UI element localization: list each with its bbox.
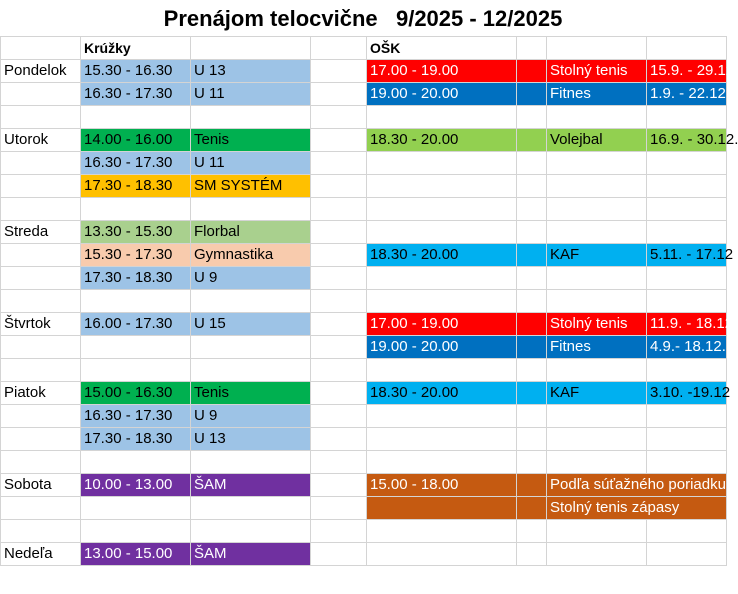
spacer-row: [1, 359, 727, 382]
cell: [1, 37, 81, 60]
table-row: [1, 267, 727, 290]
osk-name: Stolný tenis: [547, 313, 647, 336]
kruzky-time: 16.30 - 17.30: [81, 152, 191, 175]
cell: [1, 152, 81, 175]
spacer-row: [1, 198, 727, 221]
cell: [517, 60, 547, 83]
osk-time: 18.30 - 20.00: [367, 129, 517, 152]
osk-period: 3.10. -19.12: [647, 382, 727, 405]
osk-time: 17.00 - 19.00: [367, 60, 517, 83]
cell: [1, 175, 81, 198]
cell: [311, 497, 367, 520]
page-title: Prenájom telocvične 9/2025 - 12/2025: [163, 6, 563, 31]
kruzky-name: U 9: [191, 267, 311, 290]
kruzky-name: Tenis: [191, 382, 311, 405]
kruzky-time: 17.30 - 18.30: [81, 267, 191, 290]
osk-time: 19.00 - 20.00: [367, 83, 517, 106]
osk-time: 18.30 - 20.00: [367, 244, 517, 267]
spacer-row: [1, 290, 727, 313]
cell: [517, 336, 547, 359]
cell: [367, 497, 517, 520]
osk-time: 17.00 - 19.00: [367, 313, 517, 336]
table-row: [1, 129, 727, 152]
kruzky-time: 13.30 - 15.30: [81, 221, 191, 244]
osk-period: 5.11. - 17.12: [647, 244, 727, 267]
cell: [311, 382, 367, 405]
cell: [311, 83, 367, 106]
table-row: [1, 336, 727, 359]
table-row: [1, 175, 727, 198]
kruzky-name: Gymnastika: [191, 244, 311, 267]
day-label: Sobota: [1, 474, 81, 497]
kruzky-name: U 15: [191, 313, 311, 336]
cell: [1, 405, 81, 428]
cell: [311, 37, 367, 60]
spacer-row: [1, 451, 727, 474]
cell: [517, 382, 547, 405]
day-label: Streda: [1, 221, 81, 244]
kruzky-name: ŠAM: [191, 474, 311, 497]
table-row: [1, 474, 727, 497]
kruzky-time: 14.00 - 16.00: [81, 129, 191, 152]
cell: [547, 37, 647, 60]
kruzky-time: 17.30 - 18.30: [81, 428, 191, 451]
cell: [1, 83, 81, 106]
table-row: [1, 382, 727, 405]
cell: [517, 37, 547, 60]
kruzky-name: Florbal: [191, 221, 311, 244]
kruzky-name: SM SYSTÉM: [191, 175, 311, 198]
osk-period: 4.9.- 18.12.: [647, 336, 727, 359]
header-osk: OŠK: [367, 37, 517, 60]
cell: [517, 313, 547, 336]
kruzky-time: 16.00 - 17.30: [81, 313, 191, 336]
table-row: [1, 221, 727, 244]
cell: [517, 129, 547, 152]
cell: [81, 497, 191, 520]
kruzky-time: 16.30 - 17.30: [81, 405, 191, 428]
kruzky-time: 17.30 - 18.30: [81, 175, 191, 198]
osk-period: 16.9. - 30.12.: [647, 129, 727, 152]
table-row: [1, 405, 727, 428]
cell: [517, 83, 547, 106]
kruzky-name: Tenis: [191, 129, 311, 152]
table-row: [1, 60, 727, 83]
osk-time: 19.00 - 20.00: [367, 336, 517, 359]
osk-name: Fitnes: [547, 336, 647, 359]
cell: [311, 244, 367, 267]
kruzky-time: 15.30 - 16.30: [81, 60, 191, 83]
table-row: [1, 83, 727, 106]
cell: [647, 37, 727, 60]
osk-period: 15.9. - 29.12.: [647, 60, 727, 83]
cell: [311, 60, 367, 83]
osk-note: Podľa súťažného poriadku: [547, 474, 727, 497]
osk-name: Stolný tenis: [547, 60, 647, 83]
cell: [517, 474, 547, 497]
table-row: [1, 152, 727, 175]
day-label: Štvrtok: [1, 313, 81, 336]
spacer-row: [1, 520, 727, 543]
table-row: [1, 244, 727, 267]
cell: [517, 244, 547, 267]
kruzky-time: 10.00 - 13.00: [81, 474, 191, 497]
kruzky-name: U 9: [191, 405, 311, 428]
cell: [191, 37, 311, 60]
kruzky-time: 13.00 - 15.00: [81, 543, 191, 566]
cell: [311, 313, 367, 336]
osk-name: KAF: [547, 244, 647, 267]
cell: [191, 336, 311, 359]
cell: [1, 336, 81, 359]
cell: [81, 336, 191, 359]
kruzky-name: U 13: [191, 60, 311, 83]
cell: [1, 497, 81, 520]
cell: [311, 336, 367, 359]
cell: [311, 474, 367, 497]
day-label: Pondelok: [1, 60, 81, 83]
kruzky-name: U 13: [191, 428, 311, 451]
cell: [1, 267, 81, 290]
day-label: Nedeľa: [1, 543, 81, 566]
kruzky-time: 15.30 - 17.30: [81, 244, 191, 267]
osk-name: Volejbal: [547, 129, 647, 152]
kruzky-name: U 11: [191, 83, 311, 106]
table-row: [1, 543, 727, 566]
day-label: Utorok: [1, 129, 81, 152]
schedule-table: [0, 36, 738, 566]
cell: [1, 428, 81, 451]
kruzky-name: ŠAM: [191, 543, 311, 566]
cell: [1, 244, 81, 267]
spacer-row: [1, 106, 727, 129]
osk-period: 11.9. - 18.12: [647, 313, 727, 336]
osk-name: Fitnes: [547, 83, 647, 106]
day-label: Piatok: [1, 382, 81, 405]
cell: [311, 129, 367, 152]
osk-name: KAF: [547, 382, 647, 405]
cell: [191, 497, 311, 520]
osk-time: 15.00 - 18.00: [367, 474, 517, 497]
table-row: [1, 428, 727, 451]
header-kruzky: Krúžky: [81, 37, 191, 60]
cell: [517, 497, 547, 520]
osk-time: 18.30 - 20.00: [367, 382, 517, 405]
osk-note: Stolný tenis zápasy: [547, 497, 727, 520]
table-row: [1, 497, 727, 520]
kruzky-name: U 11: [191, 152, 311, 175]
table-row: [1, 313, 727, 336]
header-row: [1, 37, 727, 60]
kruzky-time: 16.30 - 17.30: [81, 83, 191, 106]
kruzky-time: 15.00 - 16.30: [81, 382, 191, 405]
osk-period: 1.9. - 22.12: [647, 83, 727, 106]
